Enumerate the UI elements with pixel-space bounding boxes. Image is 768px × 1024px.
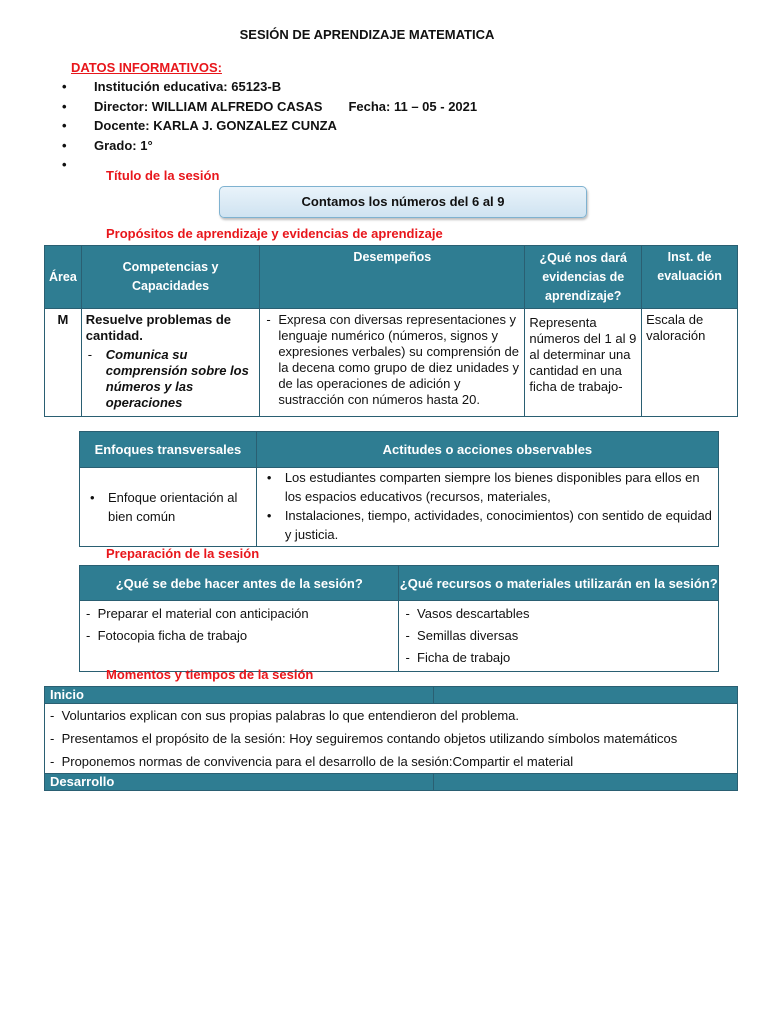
cell-desempenos — [260, 309, 525, 417]
header-actitudes: Actitudes o acciones observables — [256, 432, 718, 468]
inicio-item: - Presentamos el propósito de la sesión: Hoy seguiremos contando objetos utilizando símbolos matemáticos — [50, 731, 678, 746]
enfoque-item: • Enfoque orientación al bien común — [86, 488, 250, 526]
cell-antes — [80, 601, 399, 672]
preparacion-table — [79, 565, 719, 672]
capacidad-text: Comunica su comprensión sobre los números y las operaciones — [105, 347, 249, 410]
datos-director: • Director: WILLIAM ALFREDO CASAS Fecha: 11 – 05 - 2021 — [62, 97, 477, 117]
cell-area: M — [45, 309, 82, 417]
momentos-label: Momentos y tiempos de la sesión — [106, 667, 314, 682]
header-recursos: ¿Qué recursos o materiales utilizarán en la sesión? — [399, 566, 719, 601]
inicio-item: - Voluntarios explican con sus propias palabras lo que entendieron del problema. — [50, 708, 520, 723]
header-antes: ¿Qué se debe hacer antes de la sesión? — [80, 566, 399, 601]
header-desempenos: Desempeños — [260, 246, 525, 309]
desarrollo-header-blank — [434, 774, 738, 791]
cell-enfoque — [80, 468, 257, 547]
recurso-item: - Ficha de trabajo — [405, 650, 511, 665]
header-area: Área — [45, 246, 82, 309]
datos-docente: • Docente: KARLA J. GONZALEZ CUNZA — [62, 116, 477, 136]
inicio-header: Inicio — [45, 687, 434, 704]
enfoques-table — [79, 431, 719, 547]
competencia-text: Resuelve problemas de cantidad. — [85, 312, 232, 343]
session-title-box: Contamos los números del 6 al 9 — [219, 186, 587, 218]
header-enfoques: Enfoques transversales — [80, 432, 257, 468]
inicio-header-blank — [434, 687, 738, 704]
desempeno-dash: - — [266, 312, 271, 327]
datos-list — [62, 77, 477, 175]
capacidad-row — [86, 347, 256, 411]
antes-item: - Preparar el material con anticipación — [86, 606, 309, 621]
titulo-label: Título de la sesión — [106, 168, 220, 183]
desarrollo-header: Desarrollo — [45, 774, 434, 791]
actitud-item: • Instalaciones, tiempo, actividades, conocimientos) con sentido de equidad y justicia. — [263, 506, 712, 544]
header-competencias: Competencias y Capacidades — [81, 246, 260, 309]
datos-heading: DATOS INFORMATIVOS: — [71, 60, 222, 75]
preparacion-label: Preparación de la sesión — [106, 546, 260, 561]
capacidad-dash: - — [87, 347, 93, 362]
cell-instrumento: Escala de valoración — [642, 309, 738, 417]
datos-institucion: • Institución educativa: 65123-B — [62, 77, 477, 97]
header-evidencias: ¿Qué nos dará evidencias de aprendizaje? — [525, 246, 642, 309]
header-instrumento: Inst. de evaluación — [642, 246, 738, 309]
recurso-item: - Semillas diversas — [405, 628, 519, 643]
antes-item: - Fotocopia ficha de trabajo — [86, 628, 248, 643]
momentos-table — [44, 686, 738, 791]
cell-actitudes — [256, 468, 718, 547]
propositos-label: Propósitos de aprendizaje y evidencias de aprendizaje — [106, 226, 443, 241]
cell-competencias — [81, 309, 260, 417]
actitud-item: • Los estudiantes comparten siempre los bienes disponibles para ellos en los espacios educativos (recursos, materiales, — [263, 468, 712, 506]
datos-grado: • Grado: 1° — [62, 136, 477, 156]
datos-fecha: Fecha: 11 – 05 - 2021 — [348, 98, 478, 114]
document-title: SESIÓN DE APRENDIZAJE MATEMATICA — [239, 27, 495, 42]
propositos-table — [44, 245, 738, 417]
inicio-body — [45, 704, 738, 774]
cell-recursos — [399, 601, 719, 672]
desempeno-row — [264, 312, 520, 408]
cell-evidencias: Representa números del 1 al 9 al determinar una cantidad en una ficha de trabajo- — [525, 309, 642, 417]
inicio-item: - Proponemos normas de convivencia para el desarrollo de la sesión:Compartir el material — [50, 754, 574, 769]
recurso-item: - Vasos descartables — [405, 606, 530, 621]
desempeno-text: Expresa con diversas representaciones y lenguaje numérico (números, signos y expresiones verbales) su comprensión de la decena como grupo de diez unidades y de las operaciones de adición y sustracción con números hasta 20. — [278, 312, 519, 407]
